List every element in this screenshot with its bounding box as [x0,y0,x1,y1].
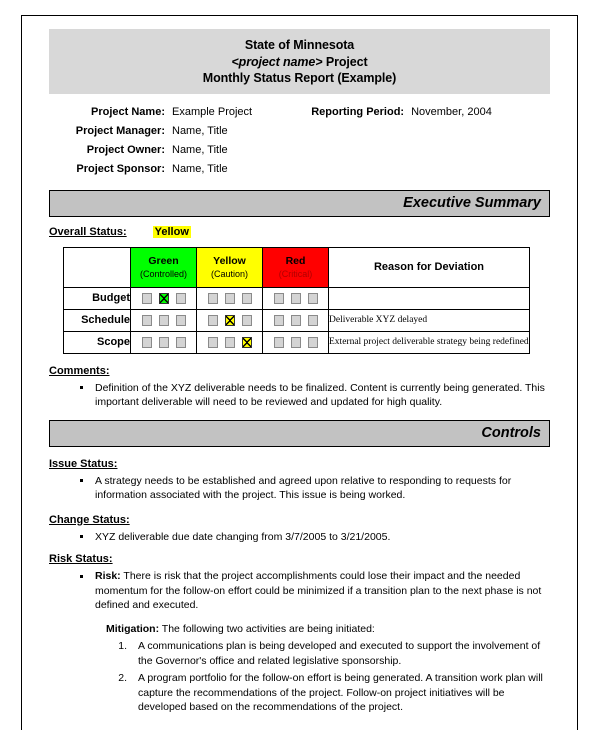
header-yellow-name: Yellow [213,254,246,267]
checkbox-checked[interactable] [225,315,235,326]
item-text: A communications plan is being developed and executed to support the involvement of the Governor's office and related legislative sponsorship. [138,640,541,667]
scope-green-cell [131,331,197,353]
project-sponsor-label: Project Sponsor: [76,162,165,175]
table-row [64,287,530,309]
risk-status-list [49,569,550,613]
reporting-period-value: November, 2004 [411,105,492,118]
header-yellow [197,247,263,287]
comments-list [49,381,550,410]
checkbox[interactable] [159,315,169,326]
checkbox[interactable] [208,293,218,304]
row-label-budget: Budget [64,287,131,309]
schedule-reason: Deliverable XYZ delayed [329,309,530,331]
checkbox[interactable] [242,315,252,326]
checkbox[interactable] [291,315,301,326]
risk-status-heading: Risk Status: [49,553,113,565]
checkbox[interactable] [208,337,218,348]
risk-lead: Risk: [95,570,121,582]
checkbox[interactable] [274,293,284,304]
overall-status [49,226,550,238]
checkbox-checked[interactable] [242,337,252,348]
list-item [49,569,550,613]
table-row [64,309,530,331]
budget-red-cell [263,287,329,309]
title-project-word: Project [325,54,368,69]
checkbox[interactable] [176,315,186,326]
item-text: A program portfolio for the follow-on effort is being generated. A transition work plan will capture the recommendations of the project. Follow-on project initiatives will be developed based on the recommendations of the project. [138,672,543,713]
project-owner-label: Project Owner: [86,143,165,156]
header-green-name: Green [148,254,179,267]
overall-status-label: Overall Status: [49,225,127,238]
checkbox[interactable] [176,293,186,304]
checkbox[interactable] [242,293,252,304]
project-info-row [49,160,550,179]
status-table [63,247,530,354]
checkbox[interactable] [142,293,152,304]
checkbox[interactable] [291,293,301,304]
controls-bar: Controls [49,420,550,447]
change-status-list [49,530,550,545]
row-label-schedule: Schedule [64,309,131,331]
issue-status-list [49,474,550,503]
project-manager-value: Name, Title [172,124,228,137]
item-number: 1. [118,640,127,652]
checkbox[interactable] [225,293,235,304]
mitigation-text: The following two activities are being initiated: [159,622,375,635]
report-page [21,15,578,730]
checkbox[interactable] [159,337,169,348]
checkbox[interactable] [274,315,284,326]
title-line-project [49,54,550,71]
budget-green-cell [131,287,197,309]
list-item: XYZ deliverable due date changing from 3/7/2005 to 3/21/2005. [49,530,550,545]
project-owner-value: Name, Title [172,143,228,156]
checkbox[interactable] [225,337,235,348]
budget-reason [329,287,530,309]
budget-yellow-cell [197,287,263,309]
project-sponsor-value: Name, Title [172,162,228,175]
list-item: Definition of the XYZ deliverable needs to be finalized. Content is currently being generated. This important deliverable will need to be reviewed and updated for high quality. [49,381,550,410]
item-number: 2. [118,672,127,684]
issue-status-heading: Issue Status: [49,457,118,470]
header-yellow-sub: (Caution) [210,268,248,279]
title-line-state: State of Minnesota [244,38,355,52]
schedule-yellow-cell [197,309,263,331]
checkbox[interactable] [142,337,152,348]
report-title-block [49,29,550,94]
checkbox[interactable] [291,337,301,348]
scope-red-cell [263,331,329,353]
project-info [49,103,550,179]
project-info-row [49,122,550,141]
scope-yellow-cell [197,331,263,353]
title-line-report: Monthly Status Report (Example) [202,71,397,85]
header-red [263,247,329,287]
header-blank-cell [64,247,131,287]
header-red-sub: (Critical) [278,268,313,279]
comments-heading: Comments: [49,364,110,377]
list-item [49,639,550,668]
change-status-heading: Change Status: [49,513,130,526]
scope-reason: External project deliverable strategy being redefined [329,331,530,353]
schedule-green-cell [131,309,197,331]
checkbox[interactable] [142,315,152,326]
checkbox[interactable] [308,337,318,348]
project-info-row [49,141,550,160]
reporting-period-label: Reporting Period: [311,105,405,118]
header-green [131,247,197,287]
checkbox[interactable] [308,293,318,304]
row-label-scope: Scope [64,331,131,353]
checkbox[interactable] [274,337,284,348]
project-info-row [49,103,550,122]
project-name-placeholder: <project name> [231,54,323,69]
checkbox[interactable] [308,315,318,326]
header-red-name: Red [285,254,306,267]
project-manager-label: Project Manager: [75,124,165,137]
status-table-header-row [64,247,530,287]
table-row [64,331,530,353]
checkbox[interactable] [176,337,186,348]
overall-status-value: Yellow [154,225,189,238]
mitigation-lead: Mitigation: [106,622,160,635]
project-name-label: Project Name: [91,105,165,118]
project-name-value: Example Project [172,105,253,118]
header-green-sub: (Controlled) [139,268,188,279]
checkbox[interactable] [208,315,218,326]
risk-text: There is risk that the project accomplishments could lose their impact and the needed momentum for the follow-on effort could be minimized if a transition plan to the next phase is not defined and executed. [95,570,542,611]
schedule-red-cell [263,309,329,331]
list-item: A strategy needs to be established and agreed upon relative to responding to requests for information associated with the project. This issue is being worked. [49,474,550,503]
executive-summary-bar: Executive Summary [49,190,550,217]
checkbox-checked[interactable] [159,293,169,304]
page-content [22,29,577,715]
mitigation-intro [49,622,550,637]
header-reason: Reason for Deviation [329,247,530,287]
list-item [49,671,550,715]
mitigation-list [49,639,550,715]
